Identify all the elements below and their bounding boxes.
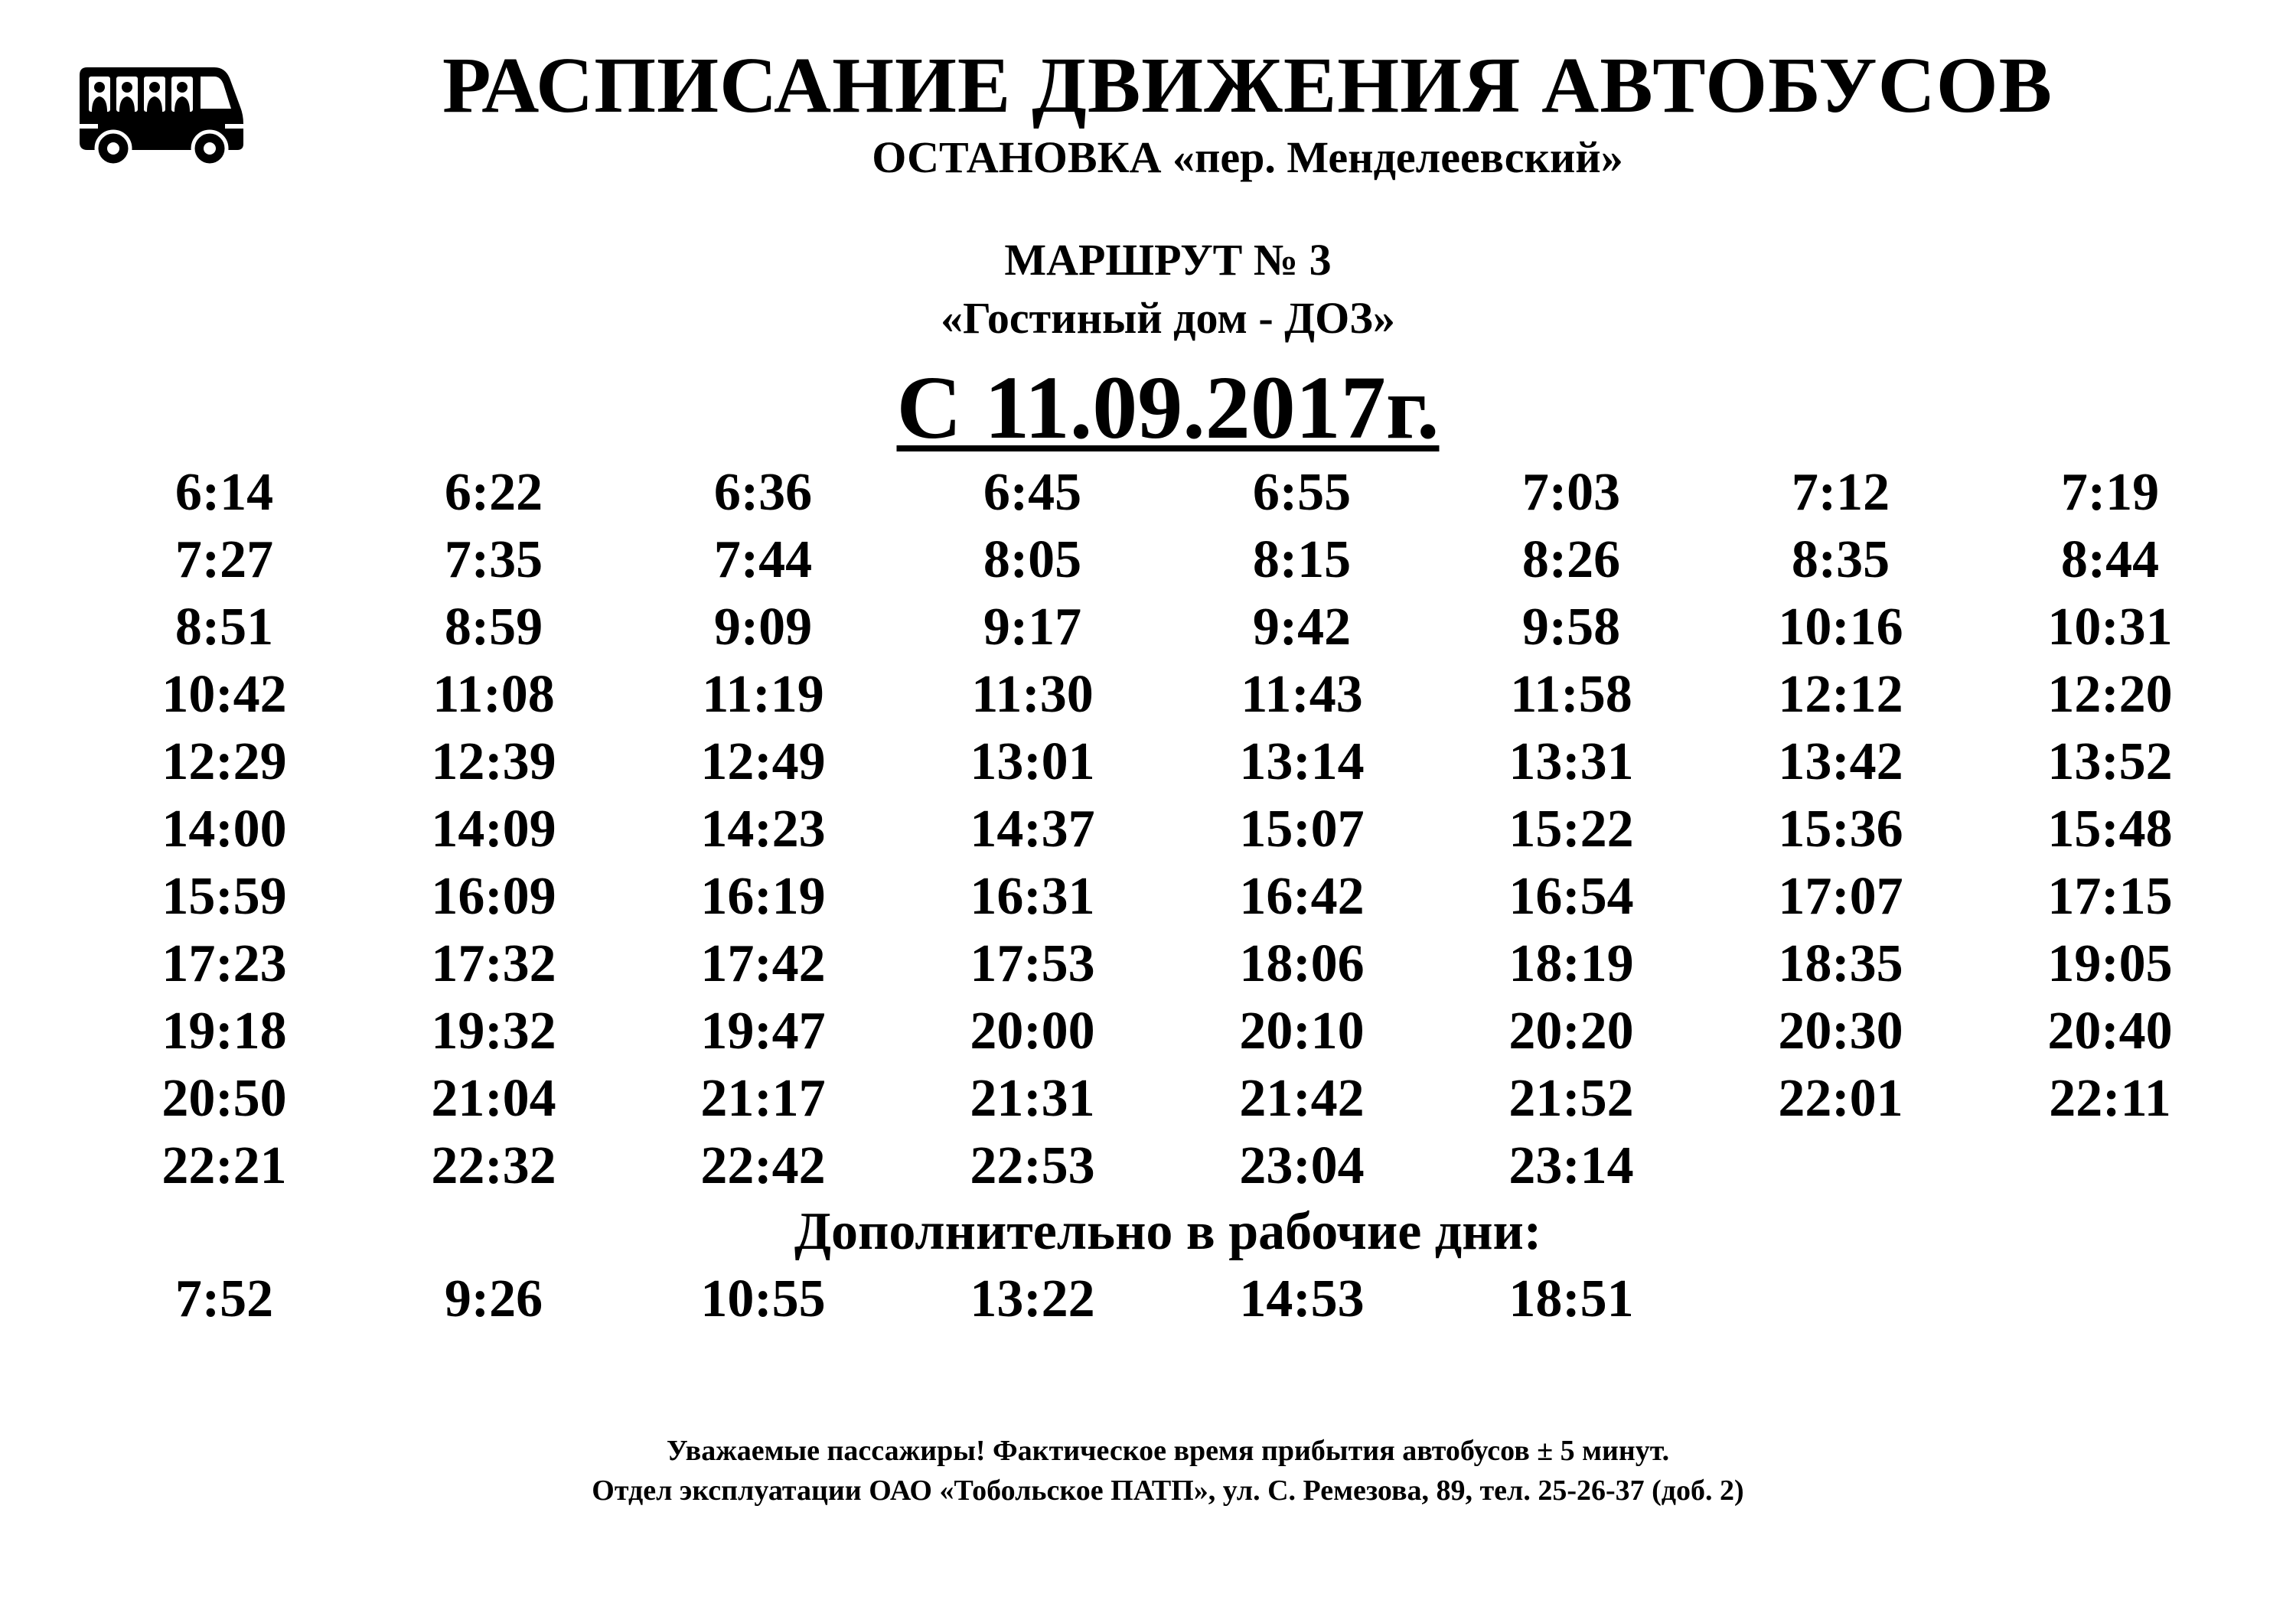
departure-time: 7:12 [1791, 463, 1890, 522]
departure-time: 16:42 [1239, 867, 1365, 926]
departure-time: 13:42 [1778, 732, 1903, 791]
departure-time: 12:20 [2047, 665, 2173, 724]
departure-time: 21:52 [1508, 1069, 1634, 1128]
departure-time: 7:27 [174, 530, 274, 589]
departure-time: 19:18 [161, 1002, 287, 1061]
departure-time: 11:08 [432, 665, 555, 724]
departure-time: 8:51 [174, 598, 274, 657]
departure-time: 19:32 [431, 1002, 556, 1061]
departure-time: 8:35 [1791, 530, 1890, 589]
departure-time: 12:39 [431, 732, 556, 791]
departure-time: 18:06 [1239, 934, 1365, 993]
departure-time: 20:30 [1778, 1002, 1903, 1061]
extra-departure-time: 14:53 [1239, 1269, 1365, 1328]
departure-time: 22:21 [161, 1136, 287, 1195]
extra-row [90, 1266, 2263, 1333]
schedule-row [90, 728, 2263, 796]
departure-time: 14:37 [970, 800, 1095, 859]
departure-time: 6:36 [713, 463, 813, 522]
departure-time: 22:32 [431, 1136, 556, 1195]
departure-time: 17:42 [700, 934, 826, 993]
departure-time: 13:01 [970, 732, 1095, 791]
departure-time: 17:07 [1778, 867, 1903, 926]
extra-departure-time: 9:26 [444, 1269, 543, 1328]
departure-time: 7:03 [1521, 463, 1621, 522]
departure-time: 16:54 [1508, 867, 1634, 926]
departure-time: 11:43 [1241, 665, 1363, 724]
extra-departure-time: 13:22 [970, 1269, 1095, 1328]
departure-time: 6:22 [444, 463, 543, 522]
departure-time: 15:07 [1239, 800, 1365, 859]
departure-time: 16:09 [431, 867, 556, 926]
departure-time: 6:45 [983, 463, 1082, 522]
schedule-row [90, 863, 2263, 930]
departure-time: 13:31 [1508, 732, 1634, 791]
departure-time: 15:48 [2047, 800, 2173, 859]
departure-time: 12:12 [1778, 665, 1903, 724]
departure-time: 19:05 [2047, 934, 2173, 993]
departure-time: 7:35 [444, 530, 543, 589]
page-title: РАСПИСАНИЕ ДВИЖЕНИЯ АВТОБУСОВ [442, 41, 2053, 129]
departure-time: 14:23 [700, 800, 826, 859]
departure-time: 16:19 [700, 867, 826, 926]
departure-time: 20:50 [161, 1069, 287, 1128]
departure-time: 10:16 [1778, 598, 1903, 657]
departure-time: 14:09 [431, 800, 556, 859]
departure-time: 20:00 [970, 1002, 1095, 1061]
schedule-row [90, 796, 2263, 863]
departure-time: 15:36 [1778, 800, 1903, 859]
departure-time: 18:19 [1508, 934, 1634, 993]
departure-time: 11:30 [971, 665, 1094, 724]
departure-time: 12:29 [161, 732, 287, 791]
departure-time: 8:15 [1252, 530, 1352, 589]
departure-time: 8:26 [1521, 530, 1621, 589]
departure-time: 21:17 [700, 1069, 826, 1128]
schedule-row [90, 526, 2263, 594]
departure-time: 8:05 [983, 530, 1082, 589]
departure-time: 15:22 [1508, 800, 1634, 859]
departure-time: 17:23 [161, 934, 287, 993]
departure-time: 10:42 [161, 665, 287, 724]
schedule-row [90, 1065, 2263, 1133]
extra-weekday-times [90, 1266, 2263, 1333]
extra-departure-time: 7:52 [174, 1269, 274, 1328]
valid-from-date: С 11.09.2017г. [896, 357, 1440, 458]
schedule-row [90, 594, 2263, 661]
departure-time: 12:49 [700, 732, 826, 791]
departure-time: 18:35 [1778, 934, 1903, 993]
schedule-row [90, 459, 2263, 526]
departure-time: 23:14 [1508, 1136, 1634, 1195]
departure-time: 13:52 [2047, 732, 2173, 791]
departure-time: 20:40 [2047, 1002, 2173, 1061]
departure-time: 17:53 [970, 934, 1095, 993]
extra-departure-time: 10:55 [700, 1269, 826, 1328]
departure-time: 22:11 [2049, 1069, 2171, 1128]
schedule-row [90, 998, 2263, 1065]
departure-time: 14:00 [161, 800, 287, 859]
departure-time: 20:20 [1508, 1002, 1634, 1061]
departure-time: 9:42 [1252, 598, 1352, 657]
schedule-grid [90, 459, 2263, 1200]
route-number: МАРШРУТ № 3 [1004, 235, 1332, 285]
departure-time: 13:14 [1239, 732, 1365, 791]
departure-time: 10:31 [2047, 598, 2173, 657]
departure-time: 6:14 [174, 463, 274, 522]
departure-time: 8:44 [2060, 530, 2160, 589]
departure-time: 15:59 [161, 867, 287, 926]
extra-weekday-title: Дополнительно в рабочие дни: [794, 1202, 1542, 1261]
route-name: «Гостиный дом - ДОЗ» [941, 293, 1395, 343]
departure-time: 21:31 [970, 1069, 1095, 1128]
schedule-row [90, 1133, 2263, 1200]
departure-time: 9:09 [713, 598, 813, 657]
departure-time: 19:47 [700, 1002, 826, 1061]
departure-time: 23:04 [1239, 1136, 1365, 1195]
departure-time: 21:04 [431, 1069, 556, 1128]
contact-info: Отдел эксплуатации ОАО «Тобольское ПАТП», ул. С. Ремезова, 89, тел. 25-26-37 (доб. 2) [592, 1475, 1744, 1507]
departure-time: 7:44 [713, 530, 813, 589]
departure-time: 7:19 [2060, 463, 2160, 522]
passenger-notice: Уважаемые пассажиры! Фактическое время прибытия автобусов ± 5 минут. [666, 1435, 1670, 1467]
departure-time: 11:19 [702, 665, 824, 724]
departure-time: 17:15 [2047, 867, 2173, 926]
extra-departure-time: 18:51 [1508, 1269, 1634, 1328]
schedule-row [90, 930, 2263, 998]
departure-time: 21:42 [1239, 1069, 1365, 1128]
departure-time: 6:55 [1252, 463, 1352, 522]
departure-time: 22:53 [970, 1136, 1095, 1195]
departure-time: 9:58 [1521, 598, 1621, 657]
departure-time: 22:01 [1778, 1069, 1903, 1128]
stop-name: ОСТАНОВКА «пер. Менделеевский» [872, 132, 1623, 182]
departure-time: 9:17 [983, 598, 1082, 657]
departure-time: 22:42 [700, 1136, 826, 1195]
departure-time: 17:32 [431, 934, 556, 993]
schedule-row [90, 661, 2263, 728]
departure-time: 20:10 [1239, 1002, 1365, 1061]
departure-time: 16:31 [970, 867, 1095, 926]
departure-time: 11:58 [1510, 665, 1632, 724]
departure-time: 8:59 [444, 598, 543, 657]
